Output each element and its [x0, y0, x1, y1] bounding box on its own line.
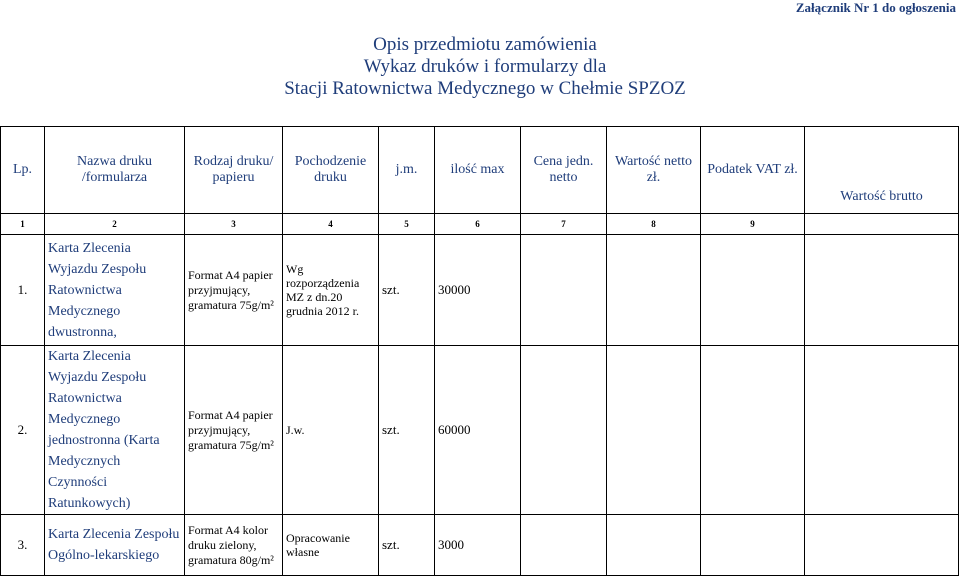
table-row — [1, 515, 959, 576]
header-origin: Pochodzenie druku — [283, 127, 379, 214]
annex-label: Załącznik Nr 1 do ogłoszenia — [795, 0, 956, 15]
column-number: 7 — [521, 214, 607, 235]
cell-name: Karta Zlecenia Wyjazdu Zespołu Ratownictwa Medycznego jednostronna (Karta Medycznych Czynności Ratunkowych) — [45, 346, 185, 515]
column-number: 8 — [607, 214, 701, 235]
cell-lp: 3. — [1, 515, 45, 576]
cell-unit: szt. — [379, 346, 435, 515]
column-number: 3 — [185, 214, 283, 235]
title-line-3: Stacji Ratownictwa Medycznego w Chełmie SPZOZ — [284, 78, 686, 99]
cell-type: Format A4 kolor druku zielony, gramatura 80g/m² — [185, 515, 283, 576]
cell-gross-value — [805, 515, 959, 576]
header-vat: Podatek VAT zł. — [701, 127, 805, 214]
cell-unit-price — [521, 235, 607, 346]
cell-unit: szt. — [379, 515, 435, 576]
cell-origin: Opracowanie własne — [283, 515, 379, 576]
column-number-row — [1, 214, 959, 235]
header-row — [1, 127, 959, 214]
cell-origin: Wg rozporządzenia MZ z dn.20 grudnia 2012 r. — [283, 235, 379, 346]
cell-vat — [701, 235, 805, 346]
column-number: 6 — [435, 214, 521, 235]
cell-unit: szt. — [379, 235, 435, 346]
cell-lp: 1. — [1, 235, 45, 346]
header-net-value: Wartość netto zł. — [607, 127, 701, 214]
column-number — [805, 214, 959, 235]
cell-vat — [701, 346, 805, 515]
cell-gross-value — [805, 346, 959, 515]
cell-vat — [701, 515, 805, 576]
cell-net-value — [607, 235, 701, 346]
cell-unit-price — [521, 515, 607, 576]
column-number: 4 — [283, 214, 379, 235]
cell-net-value — [607, 346, 701, 515]
cell-qty: 30000 — [435, 235, 521, 346]
header-lp: Lp. — [1, 127, 45, 214]
title-line-2: Wykaz druków i formularzy dla — [363, 56, 607, 77]
header-unit: j.m. — [379, 127, 435, 214]
cell-qty: 60000 — [435, 346, 521, 515]
cell-type: Format A4 papier przyjmujący, gramatura 75g/m² — [185, 235, 283, 346]
header-name: Nazwa druku /formularza — [45, 127, 185, 214]
column-number: 2 — [45, 214, 185, 235]
header-qty: ilość max — [435, 127, 521, 214]
cell-name: Karta Zlecenia Wyjazdu Zespołu Ratownictwa Medycznego dwustronna, — [45, 235, 185, 346]
cell-name: Karta Zlecenia Zespołu Ogólno-lekarskiego — [45, 515, 185, 576]
column-number: 5 — [379, 214, 435, 235]
cell-unit-price — [521, 346, 607, 515]
document-title — [0, 34, 960, 100]
header-type: Rodzaj druku/ papieru — [185, 127, 283, 214]
cell-qty: 3000 — [435, 515, 521, 576]
items-table — [0, 126, 959, 576]
table-row — [1, 235, 959, 346]
cell-lp: 2. — [1, 346, 45, 515]
cell-net-value — [607, 515, 701, 576]
column-number: 9 — [701, 214, 805, 235]
cell-origin: J.w. — [283, 346, 379, 515]
column-number: 1 — [1, 214, 45, 235]
header-gross-value: Wartość brutto — [805, 127, 959, 214]
table-row — [1, 346, 959, 515]
cell-gross-value — [805, 235, 959, 346]
header-unit-price: Cena jedn. netto — [521, 127, 607, 214]
cell-type: Format A4 papier przyjmujący, gramatura 75g/m² — [185, 346, 283, 515]
title-line-1: Opis przedmiotu zamówienia — [373, 34, 597, 55]
